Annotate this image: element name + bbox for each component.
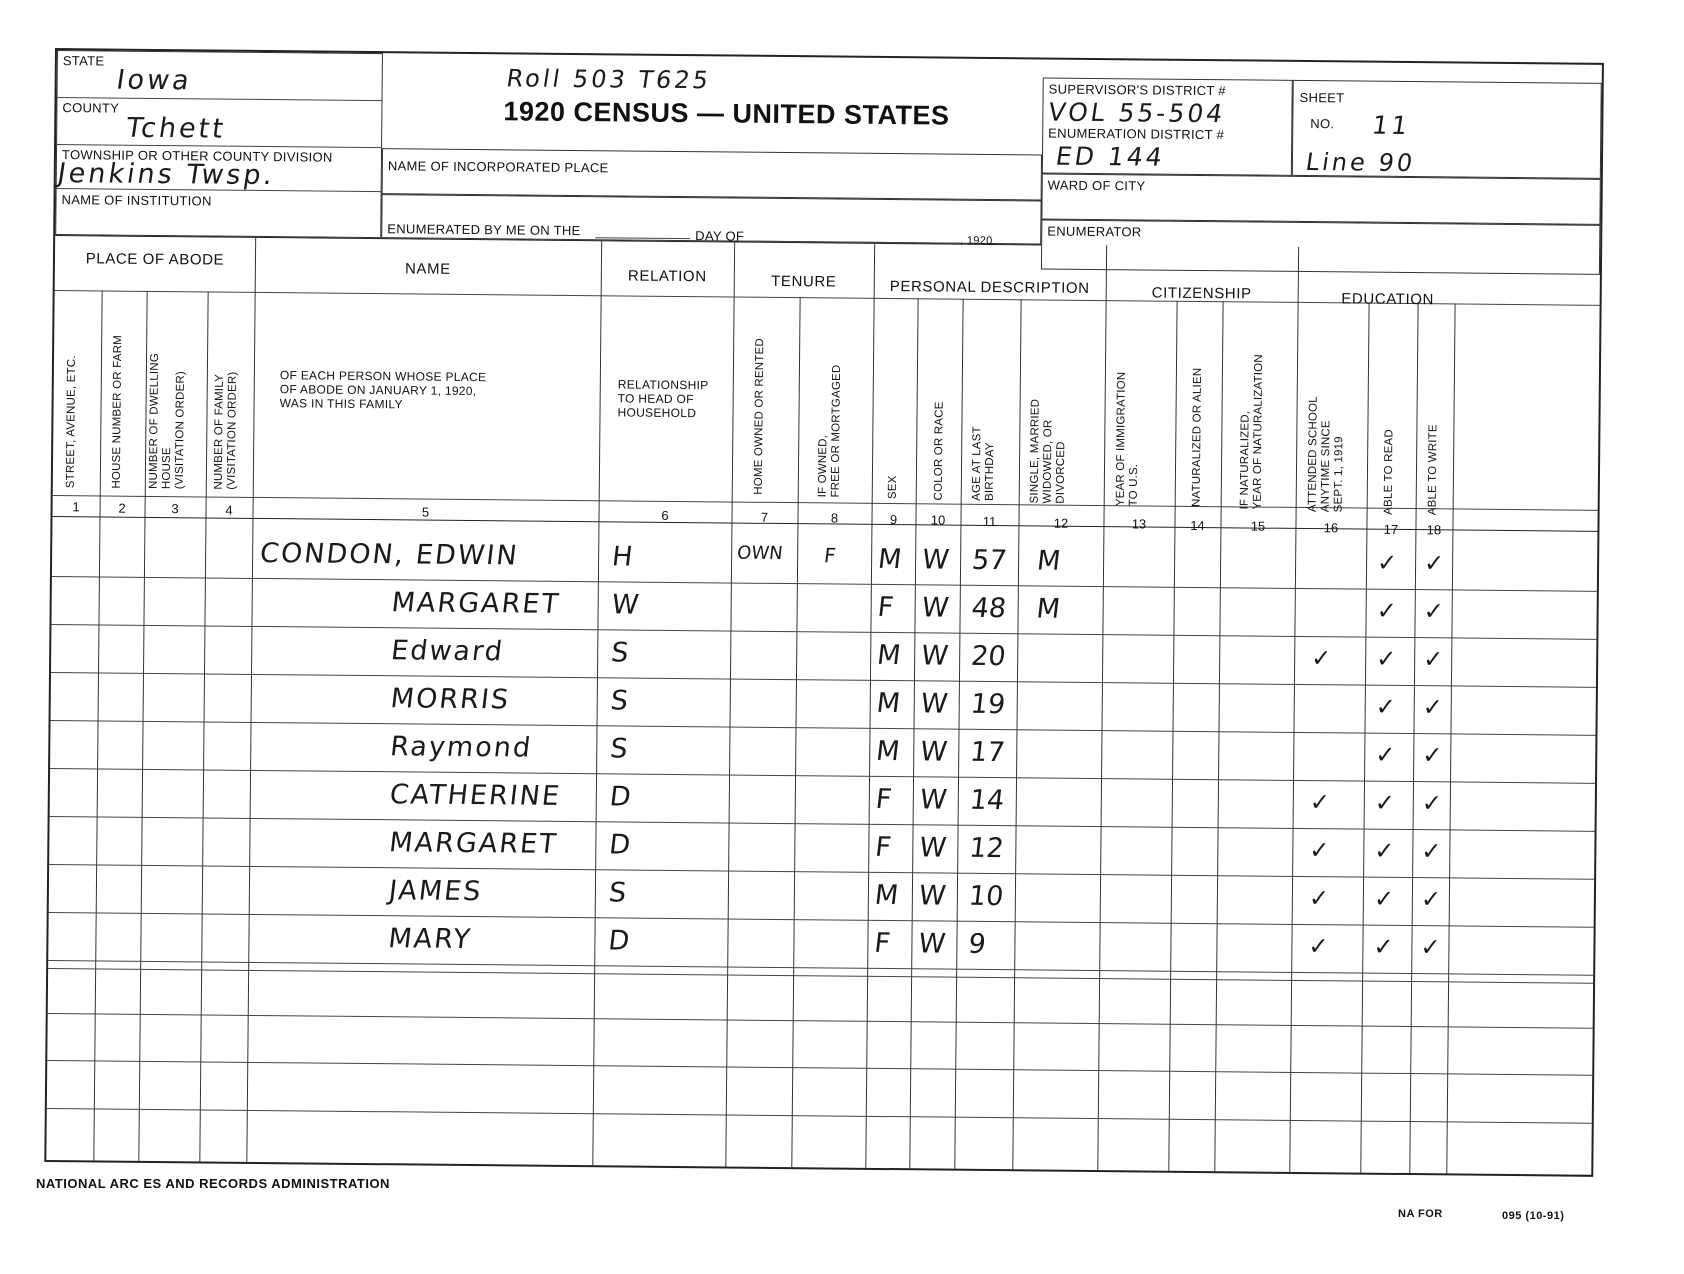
row-9-school: ✓ [1308,932,1329,961]
column-number: 1 [72,499,80,515]
row-4-write: ✓ [1422,693,1443,722]
row-1-race: W [920,544,951,576]
row-9-age: 9 [966,928,988,960]
row-8-race: W [917,880,948,912]
column-divider [246,237,256,1162]
column-divider [1168,301,1177,1171]
row-9-sex: F [872,927,892,960]
col-11-header: AGE AT LAST BIRTHDAY [970,426,997,502]
row-6-read: ✓ [1374,788,1396,817]
column-number: 10 [930,512,946,528]
year-suffix: , 1920 [960,234,993,248]
row-5-race: W [918,736,949,768]
column-number: 5 [421,504,430,520]
row-8-age: 10 [967,880,1006,913]
col-18-header: ABLE TO WRITE [1426,424,1440,516]
row-3-school: ✓ [1311,644,1332,673]
col-7-header: HOME OWNED OR RENTED [752,338,767,495]
col-5-header: OF EACH PERSON WHOSE PLACE OF ABODE ON JANUARY 1, 1920, WAS IN THIS FAMILY [279,368,487,412]
row-6-school: ✓ [1309,788,1331,817]
form-number: 095 (10-91) [1502,1210,1565,1222]
row-6-race: W [918,784,949,816]
row-3-read: ✓ [1376,644,1397,673]
row-8-write: ✓ [1420,885,1442,914]
column-divider [1214,301,1223,1171]
row-7-relation: D [607,829,632,861]
column-divider [954,299,963,1169]
row-9-race: W [916,928,947,960]
row-8-read: ✓ [1373,884,1395,913]
page-title: 1920 CENSUS — UNITED STATES [503,96,950,131]
column-number: 13 [1131,516,1147,532]
row-8-name: JAMES [387,875,485,908]
group-personal-description: PERSONAL DESCRIPTION [889,278,1090,297]
row-6-age: 14 [968,784,1006,817]
sheet-no-label: NO. [1310,116,1335,132]
col-9-header: SEX [886,475,899,500]
row-8-relation: S [607,877,628,909]
row-1-marital: M [1035,545,1063,577]
column-divider [1097,245,1107,1170]
column-number: 15 [1250,518,1266,534]
row-5-relation: S [608,733,630,765]
row-7-write: ✓ [1421,837,1442,866]
col-2-header: HOUSE NUMBER OR FARM [110,335,125,489]
column-number: 8 [830,510,839,526]
row-1-free: F [822,543,838,568]
column-number: 7 [760,509,769,525]
row-1-tenure: OWN [735,542,784,564]
row-1-read: ✓ [1376,548,1398,577]
column-number: 14 [1190,517,1205,534]
group-name: NAME [404,260,451,278]
column-divider [909,298,918,1168]
col-16-header: ATTENDED SCHOOL ANYTIME SINCE SEPT. 1, 1919 [1306,396,1346,513]
enumeration-label: ENUMERATION DISTRICT # [1048,125,1225,143]
enumerator-label: ENUMERATOR [1047,223,1142,240]
county-label: COUNTY [62,100,120,116]
row-2-relation: W [609,589,641,621]
col-4-header: NUMBER OF FAMILY (VISITATION ORDER) [212,371,239,490]
row-3-sex: M [875,639,903,672]
row-9-name: MARY [386,923,474,956]
row-4-race: W [918,688,950,720]
column-divider [592,240,602,1165]
column-number: 12 [1053,515,1069,531]
column-divider [1012,299,1021,1169]
row-5-write: ✓ [1422,741,1443,770]
group-tenure: TENURE [771,272,837,291]
col-12-header: SINGLE, MARRIED WIDOWED, OR DIVORCED [1028,398,1068,504]
column-number: 2 [118,500,126,516]
column-divider [725,242,735,1167]
row-5-read: ✓ [1375,740,1396,769]
row-2-read: ✓ [1376,596,1397,625]
row-9-read: ✓ [1373,932,1394,961]
row-7-race: W [917,832,948,864]
column-number: 18 [1426,522,1442,538]
column-number: 3 [171,501,179,517]
row-9-write: ✓ [1420,933,1441,962]
row-3-write: ✓ [1423,645,1444,674]
agency-footer: NATIONAL ARC ES AND RECORDS ADMINISTRATION [36,1176,390,1191]
column-number: 4 [225,502,233,518]
institution-label: NAME OF INSTITUTION [61,192,212,209]
ward-label: WARD OF CITY [1047,177,1146,194]
column-number: 17 [1383,521,1399,537]
row-5-age: 17 [968,736,1007,769]
row-6-write: ✓ [1421,789,1443,818]
supervisor-label: SUPERVISOR'S DISTRICT # [1048,81,1226,99]
row-2-write: ✓ [1423,597,1444,626]
col-6-header: RELATIONSHIP TO HEAD OF HOUSEHOLD [617,377,709,421]
row-3-relation: S [609,637,631,669]
row-1-age: 57 [970,544,1009,577]
sheet-label: SHEET [1299,89,1345,106]
row-4-relation: S [608,685,630,717]
census-form [44,48,1604,1177]
row-7-age: 12 [967,832,1006,865]
column-divider [199,291,208,1161]
group-citizenship: CITIZENSHIP [1151,284,1252,303]
row-1-sex: M [876,543,904,576]
row-3-race: W [919,640,950,672]
col-17-header: ABLE TO READ [1382,429,1396,515]
col-8-header: IF OWNED, FREE OR MORTGAGED [816,364,843,498]
col-10-header: COLOR OR RACE [932,401,946,501]
column-number: 6 [661,507,669,523]
row-7-read: ✓ [1374,836,1395,865]
line-value: Line 90 [1303,148,1418,178]
col-14-header: NATURALIZED OR ALIEN [1190,367,1204,508]
township-label: TOWNSHIP OR OTHER COUNTY DIVISION [61,147,333,165]
row-8-school: ✓ [1308,884,1330,913]
col-1-header: STREET, AVENUE, ETC. [64,355,79,489]
row-2-sex: F [875,591,895,624]
row-4-sex: M [874,687,902,720]
enumerated-label: ENUMERATED BY ME ON THE [387,221,581,239]
column-divider [1409,303,1418,1173]
column-divider [865,243,875,1168]
supervisor-value: VOL 55-504 [1046,97,1228,129]
form-label: NA FOR [1398,1208,1443,1220]
column-divider [93,290,102,1160]
row-7-school: ✓ [1309,836,1330,865]
group-education: EDUCATION [1341,290,1435,309]
row-1-name: CONDON, EDWIN [258,538,521,572]
column-number: 11 [982,513,997,530]
col-3-header: NUMBER OF DWELLING HOUSE (VISITATION ORDER) [147,353,187,490]
column-number: 16 [1323,520,1339,536]
incorporated-box [382,148,1042,200]
row-1-write: ✓ [1423,549,1445,578]
row-2-name: MARGARET [389,587,562,620]
row-5-sex: M [874,735,902,768]
row-4-name: MORRIS [388,683,512,716]
row-7-sex: F [873,831,893,864]
column-number: 9 [889,512,898,528]
col-15-header: IF NATURALIZED, YEAR OF NATURALIZATION [1238,354,1266,510]
enumeration-value: ED 144 [1053,141,1167,172]
state-label: STATE [62,53,105,69]
incorporated-label: NAME OF INCORPORATED PLACE [387,158,609,176]
row-2-race: W [919,592,951,624]
row-8-sex: M [873,879,900,912]
row-9-relation: D [606,925,632,957]
row-3-name: Edward [389,635,506,668]
township-value: Jenkins Twsp. [55,158,278,192]
row-5-name: Raymond [388,731,534,764]
column-divider [1360,303,1369,1173]
row-2-age: 48 [969,592,1008,625]
county-value: Tchett [123,112,229,145]
row-2-marital: M [1034,593,1062,625]
row-6-relation: D [608,781,633,813]
column-divider [791,297,800,1167]
roll-note: Roll 503 T625 [504,64,713,95]
row-4-age: 19 [968,688,1007,721]
row-3-age: 20 [969,640,1008,673]
row-4-read: ✓ [1375,692,1396,721]
row-1-relation: H [610,541,635,573]
day-of-label: DAY OF [695,228,745,244]
column-divider [1446,303,1455,1173]
column-divider [138,291,147,1161]
col-13-header: YEAR OF IMMIGRATION TO U.S. [1114,371,1141,507]
group-place-of-abode: PLACE OF ABODE [85,250,225,269]
sheet-no-value: 11 [1370,110,1413,140]
state-value: Iowa [114,64,195,97]
row-7-name: MARGARET [387,827,560,860]
row-6-sex: F [874,783,894,816]
row-6-name: CATHERINE [388,779,563,812]
group-relation: RELATION [627,267,707,286]
column-divider [1289,247,1299,1172]
